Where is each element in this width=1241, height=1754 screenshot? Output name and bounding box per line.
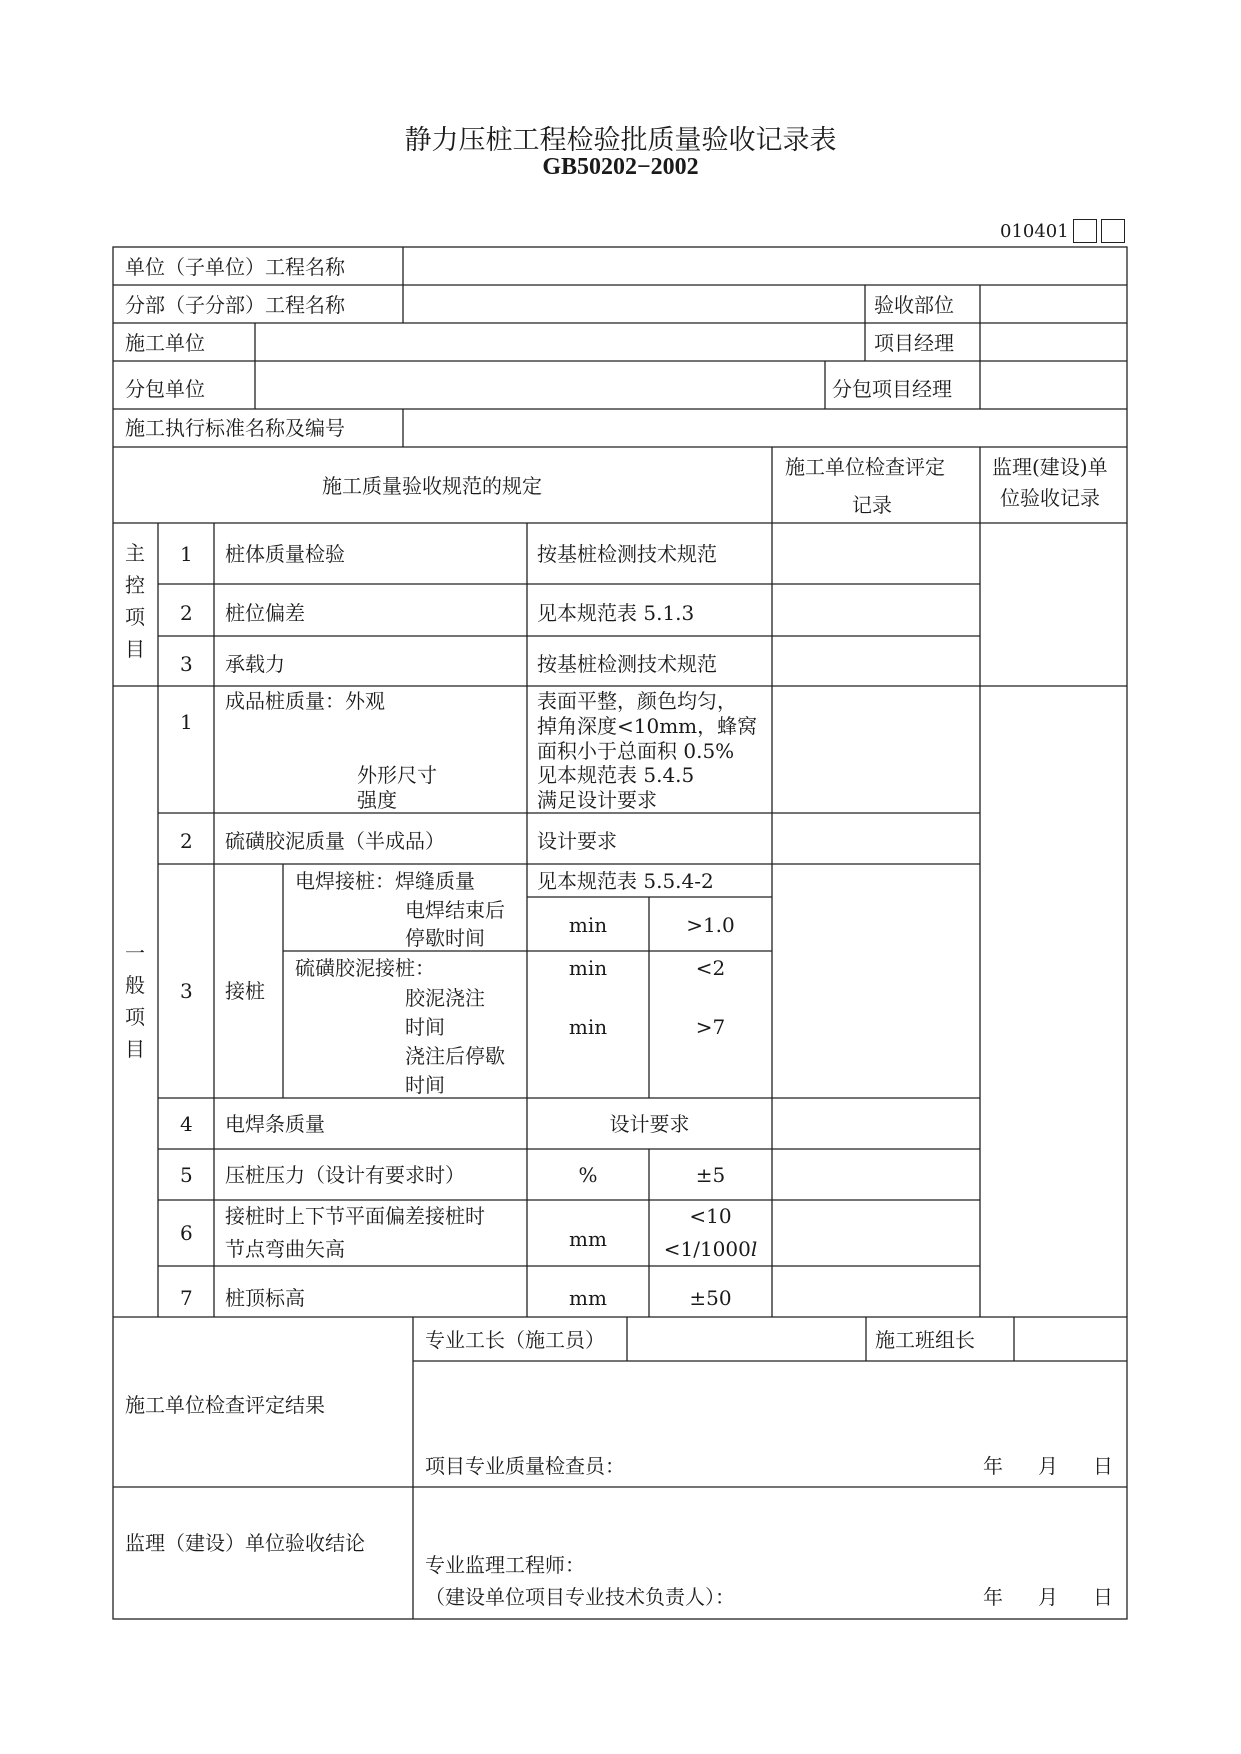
pour-time-value: <2: [695, 956, 726, 980]
general-group-char-1: 一: [125, 941, 145, 965]
general-row-1-spec-4: 见本规范表 5.4.5: [537, 763, 695, 787]
spec-column-header: 施工质量验收规范的规定: [322, 474, 542, 498]
supervisor-record-header-2: 位验收记录: [1000, 486, 1100, 510]
general-row-4-spec: 设计要求: [609, 1112, 690, 1136]
rest-time-unit: min: [568, 1015, 608, 1039]
acceptance-part-label: 验收部位: [874, 293, 954, 317]
general-row-6-item-1: 接桩时上下节平面偏差接桩时: [225, 1204, 485, 1228]
pour-time-unit: min: [568, 956, 608, 980]
general-row-7-value: ±50: [689, 1286, 732, 1310]
contractor-record-header-1: 施工单位检查评定: [785, 455, 945, 479]
team-leader-label: 施工班组长: [875, 1328, 975, 1352]
form-title: 静力压桩工程检验批质量验收记录表: [404, 125, 837, 156]
pour-time-label-2: 时间: [405, 1015, 445, 1039]
subcontractor-label: 分包单位: [125, 377, 205, 401]
general-row-1-item-appearance: 成品桩质量：外观: [225, 689, 385, 713]
main-group-char-1: 主: [125, 541, 145, 565]
general-row-3-no: 3: [180, 979, 193, 1003]
weld-end-label-1: 电焊结束后: [405, 898, 505, 922]
main-row-2-item: 桩位偏差: [225, 601, 305, 625]
foreman-label: 专业工长（施工员）: [425, 1328, 605, 1352]
sup-date-year: 年: [983, 1585, 1003, 1609]
general-row-1-no: 1: [180, 710, 193, 734]
general-row-1-spec-2: 掉角深度<10mm，蜂窝: [537, 714, 758, 738]
general-row-6-item-2: 节点弯曲矢高: [225, 1237, 345, 1261]
rest-time-label-1: 浇注后停歇: [405, 1044, 505, 1068]
supervisor-engineer-label: 专业监理工程师：: [425, 1553, 585, 1577]
weld-joint-label: 电焊接桩：焊缝质量: [295, 869, 475, 893]
subproject-label: 分部（子分部）工程名称: [125, 293, 345, 317]
general-row-2-no: 2: [180, 829, 193, 853]
pour-time-label-1: 胶泥浇注: [405, 986, 485, 1010]
general-row-4-no: 4: [180, 1112, 193, 1136]
general-row-6-no: 6: [180, 1221, 193, 1245]
standard-code: GB50202−2002: [542, 154, 699, 180]
general-row-2-spec: 设计要求: [537, 829, 617, 853]
form-code-number: 010401: [1000, 220, 1069, 242]
project-manager-label: 项目经理: [874, 331, 954, 355]
contractor-result-label: 施工单位检查评定结果: [125, 1393, 325, 1417]
general-row-4-item: 电焊条质量: [225, 1112, 325, 1136]
general-row-5-unit: %: [578, 1163, 598, 1187]
general-row-5-value: ±5: [695, 1163, 726, 1187]
contractor-record-header-2: 记录: [852, 493, 892, 517]
rest-time-label-2: 时间: [405, 1073, 445, 1097]
general-row-5-no: 5: [180, 1163, 193, 1187]
general-row-3-item: 接桩: [225, 979, 265, 1003]
main-row-1-item: 桩体质量检验: [225, 542, 345, 566]
qc-date-day: 日: [1093, 1454, 1113, 1478]
general-group-char-2: 般: [125, 973, 145, 997]
general-row-5-item: 压桩压力（设计有要求时）: [225, 1163, 465, 1187]
general-row-1-spec-3: 面积小于总面积 0.5%: [537, 739, 735, 763]
weld-end-unit: min: [568, 913, 608, 937]
supervisor-record-header-1: 监理(建设)单: [992, 455, 1108, 479]
weld-joint-spec: 见本规范表 5.5.4-2: [537, 869, 714, 893]
general-row-7-unit: mm: [569, 1286, 607, 1310]
qc-date-year: 年: [983, 1454, 1003, 1478]
main-group-char-2: 控: [125, 573, 145, 597]
project-name-label: 单位（子单位）工程名称: [125, 255, 345, 279]
main-group-char-4: 目: [125, 637, 145, 661]
rest-time-value: >7: [695, 1015, 726, 1039]
sulfur-joint-label: 硫磺胶泥接桩：: [295, 956, 435, 980]
general-row-6-value-2: [649, 1236, 772, 1262]
general-row-1-item-dimensions: 外形尺寸: [357, 763, 437, 787]
sup-date-day: 日: [1093, 1585, 1113, 1609]
general-group-char-3: 项: [125, 1005, 145, 1029]
general-group-char-4: 目: [125, 1037, 145, 1061]
general-row-1-spec-5: 满足设计要求: [537, 788, 657, 812]
weld-end-label-2: 停歇时间: [405, 926, 485, 950]
standard-label: 施工执行标准名称及编号: [125, 416, 345, 440]
owner-rep-label: （建设单位项目专业技术负责人）：: [425, 1585, 735, 1609]
general-row-1-item-strength: 强度: [357, 788, 397, 812]
main-row-3-no: 3: [180, 652, 193, 676]
qc-inspector-label: 项目专业质量检查员：: [425, 1454, 625, 1478]
general-row-6-value-2-italic: l: [750, 1237, 758, 1261]
main-row-2-no: 2: [180, 601, 193, 625]
general-row-6-value-2-text: <1/1000: [663, 1237, 751, 1261]
supervisor-conclusion-label: 监理（建设）单位验收结论: [125, 1531, 365, 1555]
qc-date-month: 月: [1038, 1454, 1058, 1478]
general-row-2-item: 硫磺胶泥质量（半成品）: [225, 829, 445, 853]
general-row-1-spec-1: 表面平整，颜色均匀，: [537, 689, 737, 713]
general-row-6-unit: mm: [569, 1227, 607, 1251]
main-row-1-no: 1: [180, 542, 193, 566]
general-row-7-no: 7: [180, 1286, 193, 1310]
general-row-7-item: 桩顶标高: [225, 1286, 305, 1310]
weld-end-value: >1.0: [686, 913, 735, 937]
main-row-3-item: 承载力: [225, 652, 285, 676]
contractor-label: 施工单位: [125, 331, 205, 355]
general-row-6-value-1: <10: [689, 1204, 732, 1228]
main-group-char-3: 项: [125, 605, 145, 629]
sub-project-manager-label: 分包项目经理: [832, 377, 952, 401]
sup-date-month: 月: [1038, 1585, 1058, 1609]
main-row-2-spec: 见本规范表 5.1.3: [537, 601, 695, 625]
main-row-3-spec: 按基桩检测技术规范: [537, 652, 717, 676]
main-row-1-spec: 按基桩检测技术规范: [537, 542, 717, 566]
